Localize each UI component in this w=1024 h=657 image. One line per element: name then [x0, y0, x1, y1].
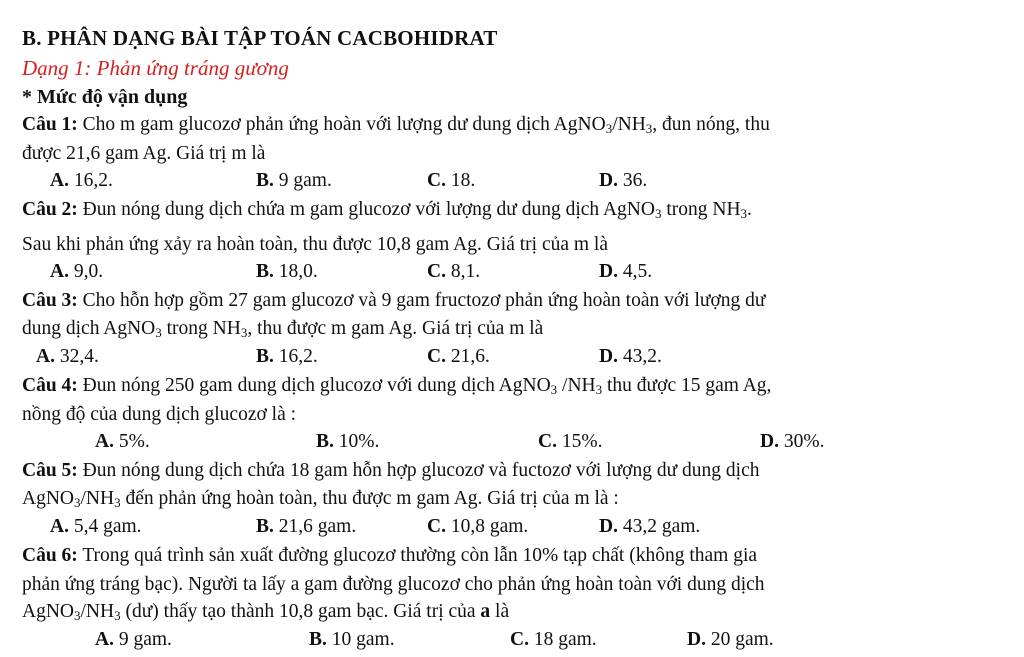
question-1-label: Câu 1: [22, 114, 78, 135]
question-4-label: Câu 4: [22, 375, 78, 396]
question-3-option-d[interactable]: D. 43,2. [599, 346, 662, 367]
question-6-option-a[interactable]: A. 9 gam. [95, 629, 172, 650]
question-5-option-b[interactable]: B. 21,6 gam. [256, 516, 357, 537]
question-3-label: Câu 3: [22, 290, 78, 311]
question-3-line-2: dung dịch AgNO$_3$ trong $NH_3$, thu được m gam Ag. Giá trị của m là [22, 318, 544, 340]
question-2-label: Câu 2: [22, 199, 78, 220]
question-4-line-1: Câu 4: Đun nóng 250 gam dung dịch glucozơ với dung dịch AgNO$_3$ $/NH_3$ thu được 15 gam Ag, [22, 375, 772, 397]
question-2-option-c[interactable]: C. 8,1. [427, 261, 481, 282]
question-1-line-2: được 21,6 gam Ag. Giá trị m là [22, 143, 266, 164]
question-1-option-a[interactable]: A. 16,2. [50, 170, 113, 191]
question-1-line-1: Câu 1: Cho m gam glucozơ phản ứng hoàn với lượng dư dung dịch $AgNO_3/NH_3$, đun nóng, thu [22, 114, 770, 136]
section-title: B. PHÂN DẠNG BÀI TẬP TOÁN CACBOHIDRAT [22, 26, 498, 50]
question-6-label: Câu 6: [22, 545, 78, 566]
question-1-option-c[interactable]: C. 18. [427, 170, 476, 191]
question-6-line-3: $AgNO_3/NH_3$ (dư) thấy tạo thành 10,8 gam bạc. Giá trị của a là [22, 601, 510, 623]
question-4-option-b[interactable]: B. 10%. [316, 431, 380, 452]
question-6-option-b[interactable]: B. 10 gam. [309, 629, 395, 650]
question-4-option-a[interactable]: A. 5%. [95, 431, 150, 452]
type-title: Dạng 1: Phản ứng tráng gương [22, 56, 289, 80]
question-5-line-1: Câu 5: Đun nóng dung dịch chứa 18 gam hỗn hợp glucozơ và fuctozơ với lượng dư dung dịch [22, 460, 760, 481]
question-2-option-d[interactable]: D. 4,5. [599, 261, 653, 282]
question-3-option-c[interactable]: C. 21,6. [427, 346, 490, 367]
question-6-option-c[interactable]: C. 18 gam. [510, 629, 597, 650]
question-3-option-b[interactable]: B. 16,2. [256, 346, 318, 367]
level-heading: * Mức độ vận dụng [22, 86, 188, 108]
question-5-option-d[interactable]: D. 43,2 gam. [599, 516, 701, 537]
question-6-option-d[interactable]: D. 20 gam. [687, 629, 774, 650]
question-5-label: Câu 5: [22, 460, 78, 481]
question-1-option-d[interactable]: D. 36. [599, 170, 648, 191]
question-4-option-d[interactable]: D. 30%. [760, 431, 825, 452]
question-2-line-1: Câu 2: Đun nóng dung dịch chứa m gam glucozơ với lượng dư dung dịch AgNO$_3$ trong $NH_3$. [22, 199, 752, 221]
question-2-option-a[interactable]: A. 9,0. [50, 261, 104, 282]
question-5-line-2: $AgNO_3/NH_3$ đến phản ứng hoàn toàn, thu được m gam Ag. Giá trị của m là : [22, 488, 619, 510]
question-5-option-c[interactable]: C. 10,8 gam. [427, 516, 529, 537]
question-4-option-c[interactable]: C. 15%. [538, 431, 603, 452]
question-1-option-b[interactable]: B. 9 gam. [256, 170, 332, 191]
question-3-line-1: Câu 3: Cho hỗn hợp gồm 27 gam glucozơ và 9 gam fructozơ phản ứng hoàn toàn với lượng dư [22, 290, 766, 311]
question-2-option-b[interactable]: B. 18,0. [256, 261, 318, 282]
question-6-line-1: Câu 6: Trong quá trình sản xuất đường glucozơ thường còn lẫn 10% tạp chất (không tham gia [22, 545, 758, 566]
question-6-line-2: phản ứng tráng bạc). Người ta lấy a gam đường glucozơ cho phản ứng hoàn toàn với dung dịch [22, 574, 765, 595]
question-5-option-a[interactable]: A. 5,4 gam. [50, 516, 142, 537]
question-2-line-2: Sau khi phản ứng xảy ra hoàn toàn, thu được 10,8 gam Ag. Giá trị của m là [22, 234, 608, 255]
question-4-line-2: nồng độ của dung dịch glucozơ là : [22, 404, 297, 425]
question-3-option-a[interactable]: A. 32,4. [36, 346, 99, 367]
